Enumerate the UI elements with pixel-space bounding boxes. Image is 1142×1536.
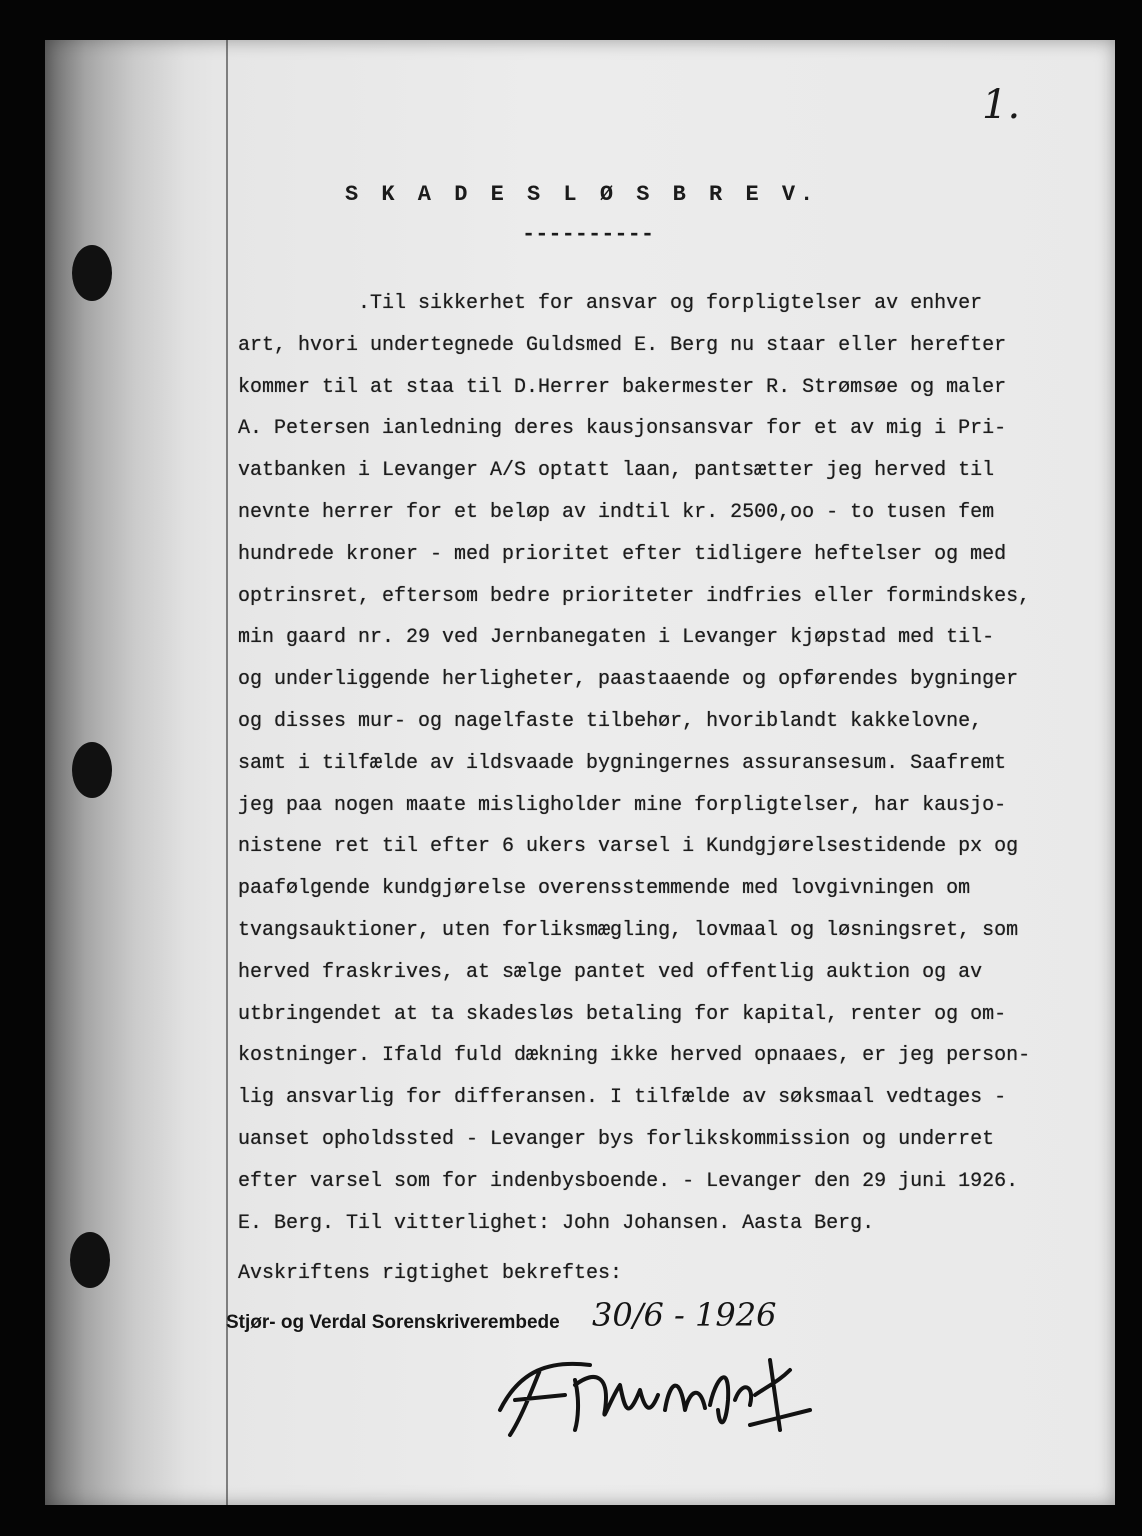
punch-hole-icon [72,742,112,798]
body-line: art, hvori undertegnede Guldsmed E. Berg nu staar eller herefter [238,333,1007,357]
body-line: samt i tilfælde av ildsvaade bygningernes assuransesum. Saafremt [238,751,1007,775]
body-line: jeg paa nogen maate misligholder mine forpligtelser, har kausjo- [238,793,1007,817]
body-line: nistene ret til efter 6 ukers varsel i Kundgjørelsestidende px og [238,835,1019,859]
margin-line [226,40,228,1505]
binding-shadow [45,40,185,1505]
body-line: herved fraskrives, at sælge pantet ved offentlig auktion og av [238,960,983,984]
body-line: hundrede kroner - med prioritet efter tidligere heftelser og med [238,542,1007,566]
body-line: kostninger. Ifald fuld dækning ikke herved opnaaes, er jeg person- [238,1044,1031,1068]
body-line: vatbanken i Levanger A/S optatt laan, pantsætter jeg herved til [238,459,995,483]
handwritten-signature [480,1340,820,1440]
body-line: .Til sikkerhet for ansvar og forpligtelser av enhver [358,292,983,315]
body-line: E. Berg. Til vitterlighet: John Johansen. Aasta Berg. [238,1211,875,1235]
body-line: A. Petersen ianledning deres kausjonsansvar for et av mig i Pri- [238,417,1007,441]
body-line: nevnte herrer for et beløp av indtil kr. 2500,oo - to tusen fem [238,500,995,524]
body-line: min gaard nr. 29 ved Jernbanegaten i Levanger kjøpstad med til- [238,626,995,650]
body-line: tvangsauktioner, uten forliksmægling, lovmaal og løsningsret, som [238,918,1019,942]
document-title: S K A D E S L Ø S B R E V. [345,182,819,207]
body-line: lig ansvarlig for differansen. I tilfælde av søksmaal vedtages - [238,1086,1007,1110]
body-line: kommer til at staa til D.Herrer bakermester R. Strømsøe og maler [238,375,1007,399]
document-body [238,283,1088,1244]
page-number: 1. [982,82,1021,128]
body-line: og disses mur- og nagelfaste tilbehør, hvoriblandt kakkelovne, [238,709,983,733]
office-stamp: Stjør- og Verdal Sorenskriverembede [226,1312,560,1333]
body-line: og underliggende herligheter, paastaaende og opførendes bygninger [238,668,1019,692]
body-line: optrinsret, eftersom bedre prioriteter indfries eller formindskes, [238,584,1031,608]
body-line: paafølgende kundgjørelse overensstemmende med lovgivningen om [238,877,971,901]
stamp-date: 30/6 - 1926 [592,1296,777,1334]
confirmation-line: Avskriftens rigtighet bekreftes: [238,1262,623,1285]
punch-hole-icon [72,245,112,301]
body-line: utbringendet at ta skadesløs betaling for kapital, renter og om- [238,1002,1007,1026]
punch-hole-icon [70,1232,110,1288]
title-underline: ---------- [522,222,655,247]
body-line: efter varsel som for indenbysboende. - Levanger den 29 juni 1926. [238,1169,1019,1193]
body-line: uanset opholdssted - Levanger bys forlikskommission og underret [238,1127,995,1151]
